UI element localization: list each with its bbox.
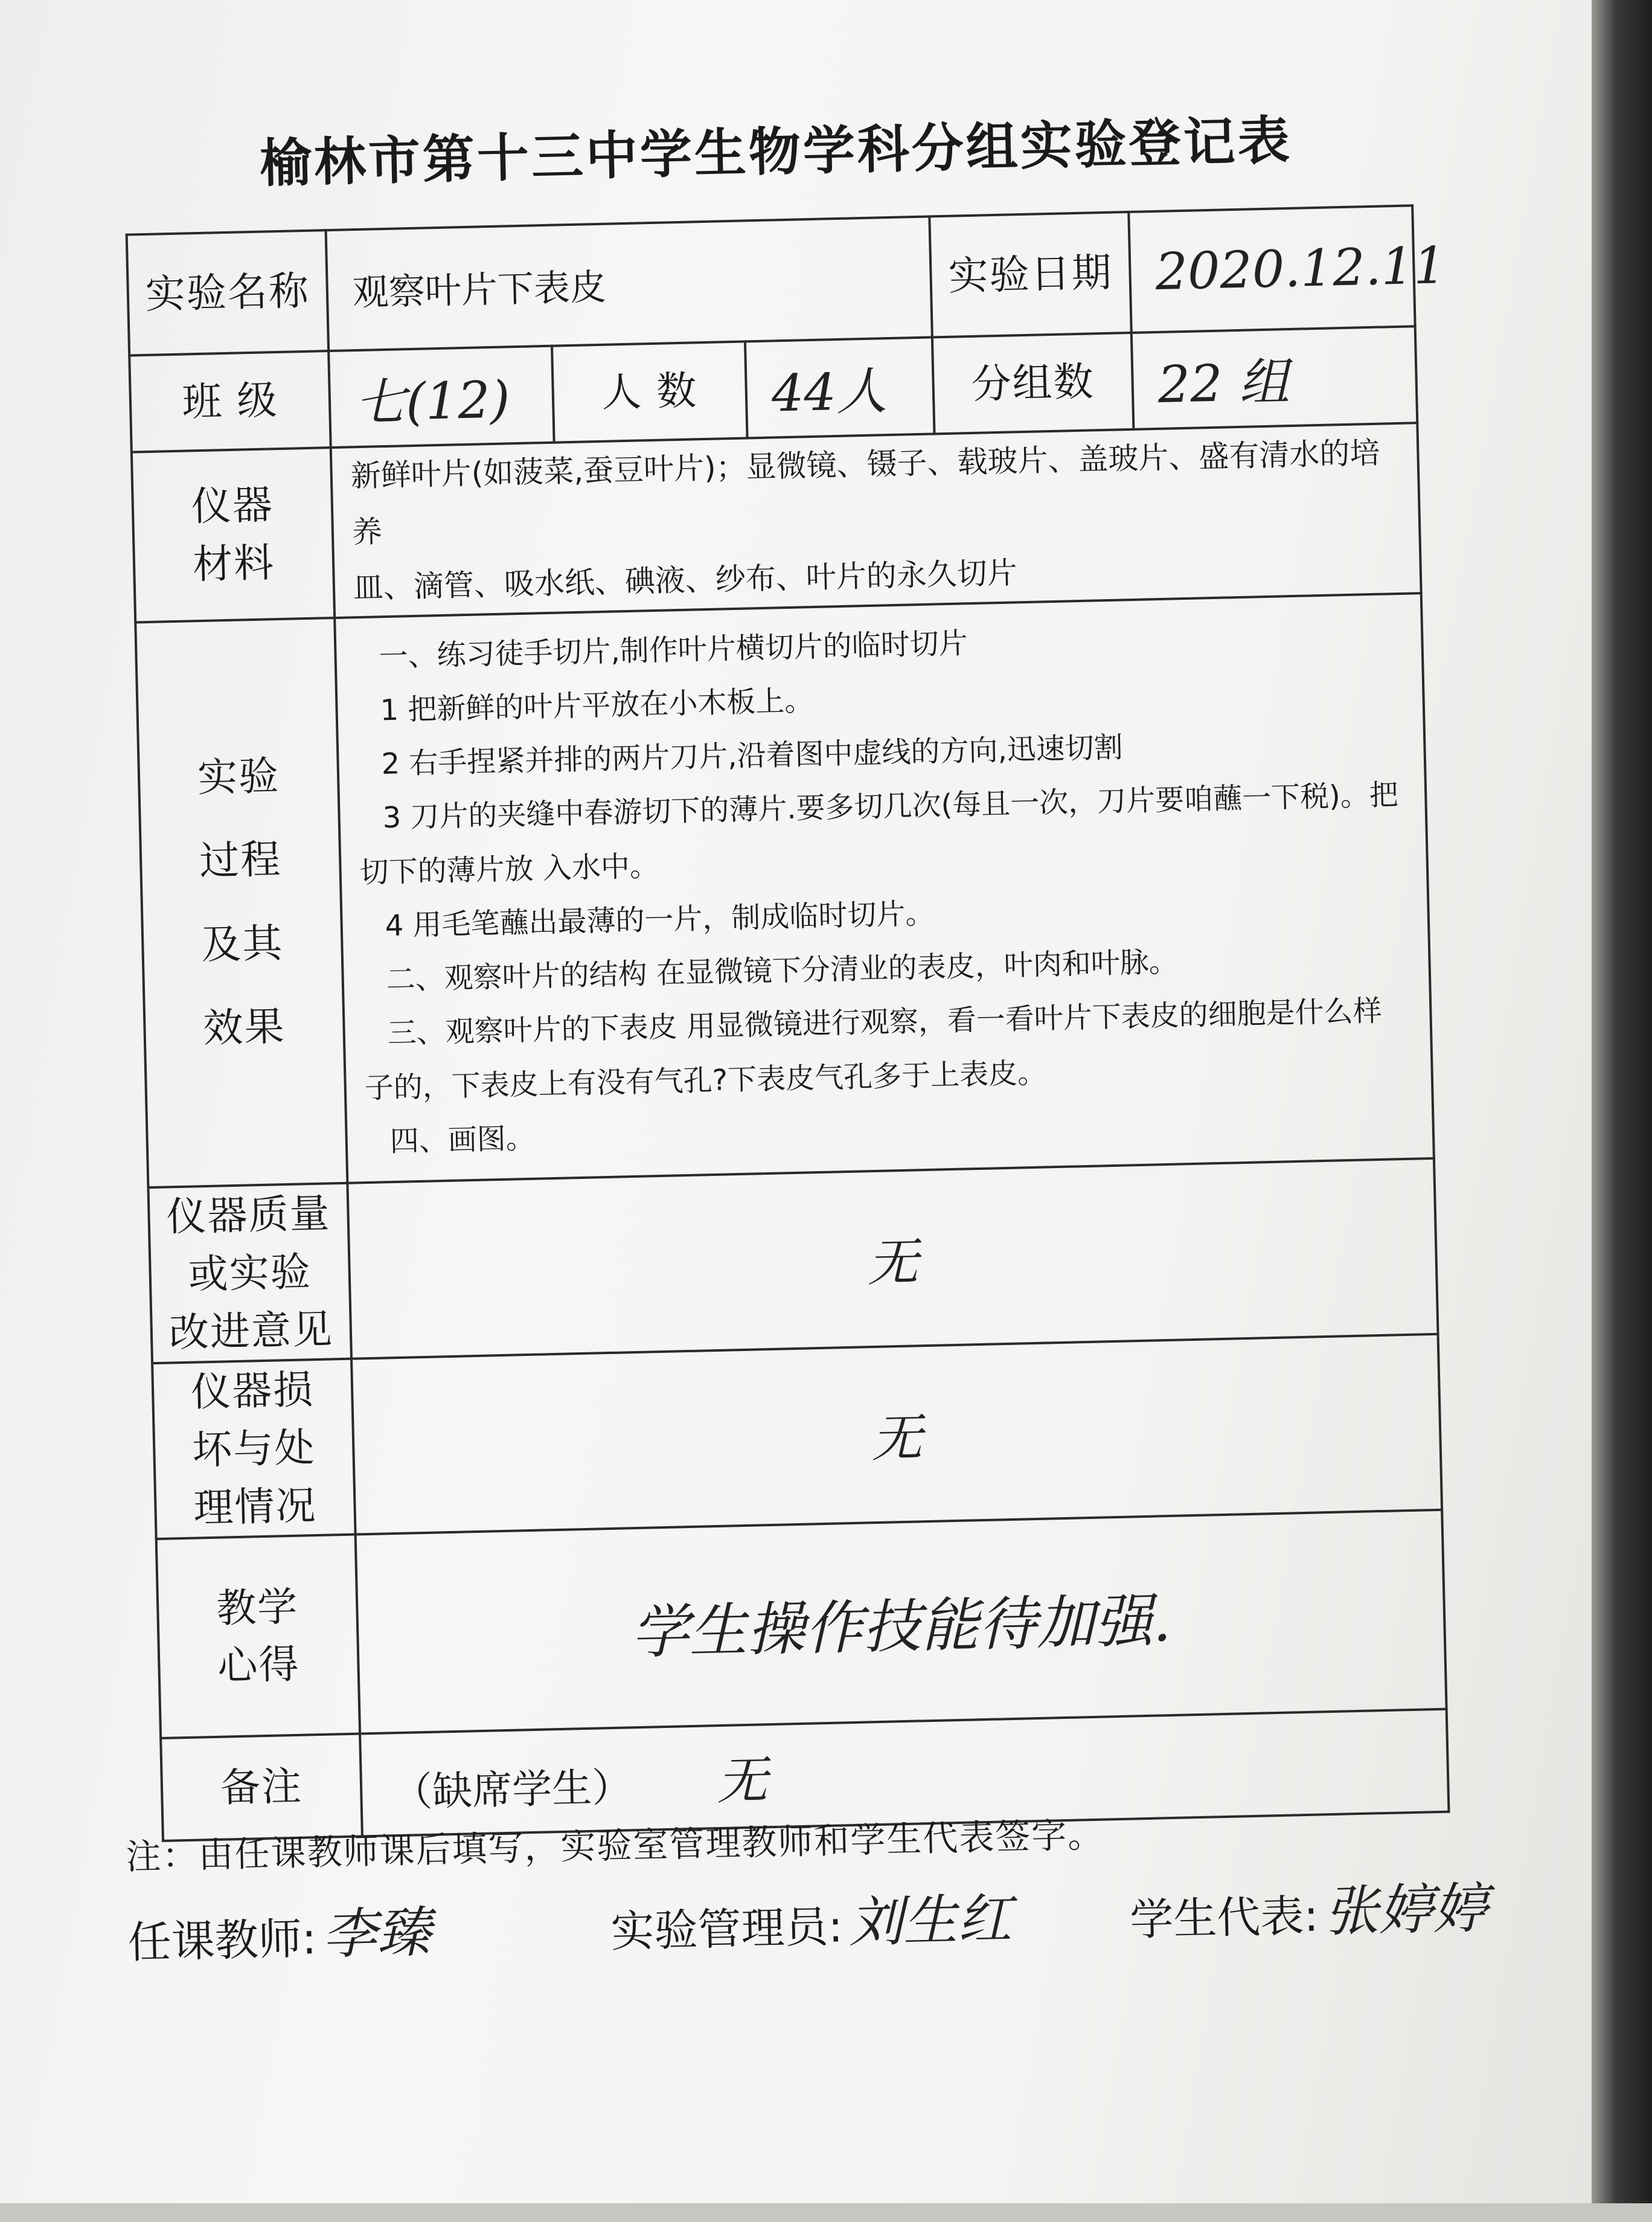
admin-signature: [610, 1875, 1013, 1962]
form-title: 榆林市第十三中学生物学科分组实验登记表: [258, 109, 1293, 194]
teaching-value: 学生操作技能待加强.: [356, 1510, 1447, 1734]
damage-label-line: 理情况: [193, 1482, 318, 1532]
process-line: 子的，下表皮上有没有气孔?下表皮气孔多于上表皮。: [364, 1056, 1047, 1105]
quality-label: [148, 1183, 351, 1363]
remarks-value: 无: [716, 1750, 769, 1811]
teaching-label-line: 教学: [216, 1583, 299, 1632]
materials-line: 新鲜叶片(如菠菜,蚕豆叶片)；显微镜、镊子、载玻片、盖玻片、盛有清水的培养: [350, 435, 1380, 550]
process-text: [335, 593, 1434, 1183]
process-label-line: 及其: [200, 919, 284, 968]
row-teaching: [156, 1510, 1447, 1738]
teacher-signature: [127, 1888, 432, 1973]
process-line: 一、练习徒手切片,制作叶片横切片的临时切片: [378, 626, 968, 673]
process-line: 3 刀片的夹缝中春游切下的薄片.要多切几次(每且一次，刀片要咱蘸一下税)。把: [382, 778, 1399, 835]
process-line: 4 用毛笔蘸出最薄的一片，制成临时切片。: [385, 896, 935, 943]
damage-label: [152, 1359, 356, 1539]
row-damage: [152, 1334, 1442, 1539]
process-label-line: 过程: [199, 836, 283, 885]
teaching-label-line: 心得: [217, 1641, 301, 1690]
admin-value: 刘生红: [848, 1887, 1013, 1955]
row-process: [135, 593, 1434, 1188]
quality-label-line: 改进意见: [168, 1305, 334, 1357]
process-line: 1 把新鲜的叶片平放在小木板上。: [380, 683, 814, 728]
materials-label-line: 材料: [192, 539, 275, 588]
quality-label-line: 仪器质量: [165, 1190, 331, 1241]
remarks-text: （缺席学生）: [392, 1764, 633, 1816]
class-value: 七(12): [328, 346, 554, 448]
admin-label: 实验管理员:: [610, 1901, 844, 1957]
process-line: 二、观察叶片的结构 在显微镜下分清业的表皮，叶肉和叶脉。: [386, 945, 1179, 997]
group-count-label: 分组数: [932, 333, 1134, 434]
student-count-value: 44人: [745, 337, 935, 438]
registration-table: [126, 204, 1450, 1842]
damage-label-line: 坏与处: [191, 1424, 316, 1474]
student-signature: [1129, 1864, 1488, 1950]
row-quality: [148, 1158, 1438, 1363]
experiment-name-label: 实验名称: [127, 230, 328, 355]
materials-label: [132, 448, 335, 622]
quality-label-line: 或实验: [187, 1248, 312, 1298]
materials-label-line: 仪器: [191, 481, 274, 530]
process-line: 2 右手捏紧并排的两片刀片,沿着图中虚线的方向,迅速切割: [381, 730, 1124, 782]
footnote: 注：由任课教师课后填写，实验室管理教师和学生代表签字。: [125, 1814, 1104, 1878]
process-line: 切下的薄片放 入水中。: [359, 849, 659, 890]
process-label-line: 实验: [197, 752, 280, 801]
signature-row: [127, 1863, 1517, 1967]
experiment-date-label: 实验日期: [929, 212, 1131, 337]
teaching-label: [156, 1535, 360, 1738]
remarks-label: 备注: [161, 1734, 362, 1841]
damage-value: 无: [351, 1334, 1442, 1535]
process-line: 三、观察叶片的下表皮 用显微镜进行观察，看一看叶片下表皮的细胞是什么样: [387, 994, 1383, 1051]
damage-label-line: 仪器损: [190, 1366, 315, 1416]
student-value: 张婷婷: [1324, 1877, 1488, 1944]
group-count-value: 22 组: [1132, 326, 1418, 429]
process-label-line: 效果: [202, 1003, 286, 1052]
teacher-label: 任课教师:: [127, 1913, 317, 1968]
process-label: [135, 617, 347, 1187]
experiment-name-value: 观察叶片下表皮: [326, 216, 932, 351]
materials-text: [331, 423, 1421, 617]
experiment-date-value: 2020.12.11: [1129, 205, 1415, 333]
student-count-label: 人 数: [552, 341, 748, 442]
student-label: 学生代表:: [1129, 1890, 1319, 1945]
process-line: 四、画图。: [389, 1121, 536, 1159]
materials-line: 皿、滴管、吸水纸、碘液、纱布、叶片的永久切片: [353, 555, 1018, 606]
teacher-value: 李臻: [321, 1900, 432, 1967]
quality-value: 无: [347, 1158, 1438, 1359]
row-materials: [132, 423, 1421, 622]
class-label: 班 级: [129, 351, 331, 452]
